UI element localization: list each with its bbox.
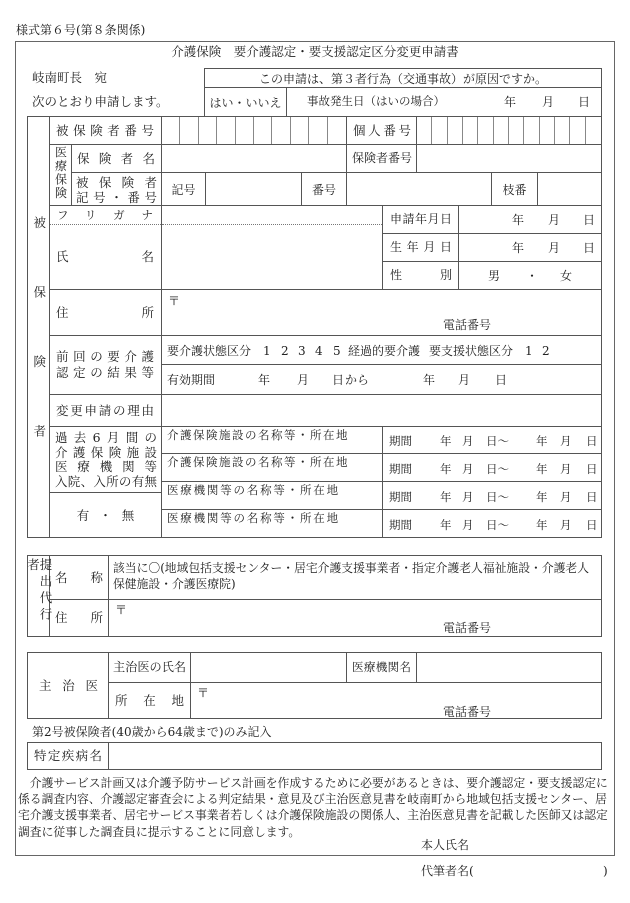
period-end-year-unit: 年 (536, 462, 548, 476)
third-party-question (204, 68, 602, 88)
gender-label (383, 262, 459, 290)
birth-date-label (383, 234, 459, 262)
medical-insurance-label-text: 医療保険 (53, 146, 68, 200)
medical-institution-name-label: 医療機関等の名称等・所在地 (167, 483, 340, 497)
insured-number-digit-cell[interactable] (217, 117, 235, 144)
personal-number-digit-cell[interactable] (432, 117, 447, 144)
period-end-year-unit: 年 (536, 518, 548, 532)
support-level-option[interactable]: 1 (525, 344, 533, 358)
accident-year-unit: 年 (504, 95, 517, 109)
insurer-number-label-text: 保険者番号 (352, 151, 413, 165)
form-number: 様式第６号(第８条関係) (16, 23, 146, 37)
agent-section-label-text: 提出代行者 (25, 558, 53, 624)
period-start-day-unit: 日～ (486, 518, 509, 532)
doctor-location-field[interactable] (191, 683, 602, 719)
period-label: 期間 (389, 462, 412, 476)
agent-address-field[interactable] (109, 600, 602, 637)
insurer-name-label-text: 保険者名 (77, 150, 155, 166)
form-title: 介護保険 要介護認定・要支援認定区分変更申請書 (171, 44, 459, 59)
period-start-day-unit: 日～ (486, 490, 509, 504)
symbol-label-text: 記号 (171, 182, 196, 197)
consent-line: 介護サービス計画又は介護予防サービス計画を作成するために必要があるときは、要介護認定・要支援認定に (18, 776, 608, 790)
addressee: 岐南町長 宛 (32, 70, 108, 85)
personal-number-label-text: 個人番号 (353, 122, 411, 138)
personal-number-label (347, 116, 417, 145)
insurer-name-label (72, 145, 162, 173)
personal-number-digit-cell[interactable] (540, 117, 555, 144)
previous-result-label-line1: 前回の要介護 (56, 349, 154, 364)
personal-number-digit-cell[interactable] (494, 117, 509, 144)
application-month-unit: 月 (548, 213, 561, 227)
care-level-option[interactable]: 3 (298, 344, 306, 358)
yes-no-options[interactable]: はい・いいえ (209, 95, 282, 110)
validity-end-year-unit: 年 (423, 373, 436, 387)
proxy-signature-label: 代筆者名( (421, 864, 474, 878)
period-start-month-unit: 月 (462, 462, 474, 476)
validity-end-month-unit: 月 (458, 373, 471, 387)
facility-name-label: 介護保険施設の名称等・所在地 (167, 455, 349, 469)
change-reason-field[interactable] (162, 395, 602, 427)
personal-number-field[interactable] (417, 116, 602, 145)
validity-end-day-unit: 日 (495, 373, 508, 387)
care-level-label: 要介護状態区分 (167, 344, 252, 358)
specific-disease-label-text: 特定疾病名 (34, 748, 102, 764)
past-stay-label-line2: 介護保険施設 (55, 444, 157, 460)
application-date-label-text: 申請年月日 (390, 212, 452, 226)
facility-name-label: 介護保険施設の名称等・所在地 (167, 428, 349, 442)
name-label-block (50, 206, 162, 290)
doctor-name-label (109, 652, 191, 683)
period-start-month-unit: 月 (462, 518, 474, 532)
agent-section-label (25, 555, 53, 637)
insured-number-digit-cell[interactable] (328, 117, 346, 144)
insured-number-digit-cell[interactable] (291, 117, 309, 144)
doctor-name-label-text: 主治医の氏名 (113, 659, 187, 674)
period-start-year-unit: 年 (440, 490, 452, 504)
accident-date-label: 事故発生日（はいの場合） (307, 94, 445, 108)
previous-result-label (50, 336, 162, 395)
period-start-month-unit: 月 (462, 490, 474, 504)
insured-number-digit-cell[interactable] (254, 117, 272, 144)
proxy-signature-close: ) (603, 864, 608, 878)
past-stay-label-line3: 医療機関等 (55, 459, 157, 474)
application-date-label (383, 206, 459, 234)
period-label: 期間 (389, 490, 412, 504)
furigana-field[interactable] (162, 206, 382, 225)
stay-period-field[interactable] (383, 510, 602, 538)
personal-number-digit-cell[interactable] (509, 117, 524, 144)
period-end-month-unit: 月 (560, 518, 572, 532)
care-level-option[interactable]: 2 (281, 344, 289, 358)
period-end-day-unit: 日 (586, 490, 598, 504)
personal-number-digit-cell[interactable] (524, 117, 539, 144)
period-end-month-unit: 月 (560, 462, 572, 476)
secondary-insured-note: 第2号被保険者(40歳から64歳まで)のみ記入 (32, 725, 272, 739)
past-stay-label-line4: 入院、入所の有無 (55, 473, 157, 489)
personal-number-digit-cell[interactable] (417, 117, 432, 144)
stay-period-field[interactable] (383, 454, 602, 482)
application-date-field[interactable] (459, 206, 602, 234)
doctor-name-field[interactable] (191, 652, 347, 683)
gender-option-female[interactable]: 女 (560, 269, 573, 283)
doctor-section-label (27, 652, 109, 719)
consent-line: 宅介護支援事業者、居宅サービス事業者若しくは介護保険施設の関係人、主治医意見書を記載した医師又は認定 (18, 808, 608, 823)
agent-name-label (50, 555, 109, 600)
name-field[interactable] (162, 225, 382, 289)
personal-number-digit-cell[interactable] (570, 117, 585, 144)
postal-mark-icon: 〒 (168, 294, 181, 308)
personal-number-digit-cell[interactable] (478, 117, 493, 144)
agent-type-hint-line1: 該当に〇(地域包括支援センター・居宅介護支援事業者・指定介護老人福祉施設・介護老人 (113, 561, 590, 575)
validity-from-label: から (345, 373, 370, 387)
insurer-name-field[interactable] (162, 145, 347, 173)
period-start-day-unit: 日～ (486, 462, 509, 476)
agent-address-label-text: 住所 (55, 610, 103, 626)
specific-disease-label (27, 742, 109, 770)
stay-period-field[interactable] (383, 427, 602, 454)
gender-field[interactable] (459, 262, 602, 290)
symbol-number-label (72, 173, 162, 206)
number-field[interactable] (347, 173, 492, 206)
past-stay-label (50, 427, 162, 493)
postal-mark-icon: 〒 (197, 686, 210, 700)
period-start-year-unit: 年 (440, 434, 452, 448)
postal-mark-icon: 〒 (115, 603, 128, 617)
previous-result-label-line2: 認定の結果等 (56, 365, 154, 380)
insured-number-label-text: 被保険者番号 (56, 122, 154, 138)
medical-institution-name-label: 医療機関等の名称等・所在地 (167, 511, 340, 525)
doctor-phone-label: 電話番号 (443, 705, 492, 719)
insured-number-digit-cell[interactable] (236, 117, 254, 144)
institution-name-label (347, 652, 417, 683)
period-start-month-unit: 月 (462, 434, 474, 448)
insured-number-digit-cell[interactable] (199, 117, 217, 144)
personal-number-digit-cell[interactable] (463, 117, 478, 144)
period-end-day-unit: 日 (586, 518, 598, 532)
care-level-option[interactable]: 4 (315, 344, 323, 358)
past-stay-label-line1: 過去6月間の (55, 430, 157, 445)
number-label (302, 173, 347, 206)
doctor-section-label-text: 主治医 (39, 677, 98, 693)
doctor-location-label (109, 683, 191, 719)
branch-label-text: 枝番 (502, 182, 527, 197)
birth-month-unit: 月 (548, 241, 561, 255)
medical-institution-name-field[interactable] (162, 482, 383, 510)
address-label-text: 住所 (56, 304, 154, 320)
period-end-year-unit: 年 (536, 434, 548, 448)
birth-year-unit: 年 (512, 241, 525, 255)
phone-label: 電話番号 (443, 318, 492, 332)
insured-number-digit-cell[interactable] (272, 117, 290, 144)
period-end-month-unit: 月 (560, 490, 572, 504)
medical-institution-name-field[interactable] (162, 510, 383, 538)
furigana-label (50, 206, 161, 225)
care-level-option[interactable]: 1 (263, 344, 271, 358)
doctor-location-label-text: 所在地 (115, 692, 184, 708)
agent-type-hint-line2: 保健施設・介護医療院) (113, 577, 236, 591)
transitional-care-option[interactable]: 経過的要介護 (348, 344, 421, 358)
insured-section-label (27, 116, 50, 538)
support-level-option[interactable]: 2 (542, 344, 550, 358)
birth-day-unit: 日 (583, 241, 596, 255)
change-reason-label (50, 395, 162, 427)
insured-number-digit-cell[interactable] (180, 117, 198, 144)
validity-start-month-unit: 月 (297, 373, 310, 387)
institution-name-label-text: 医療機関名 (352, 660, 411, 675)
insurer-number-field[interactable] (417, 145, 602, 173)
period-end-year-unit: 年 (536, 490, 548, 504)
insurer-number-label (347, 145, 417, 173)
applicant-signature-label: 本人氏名 (421, 838, 470, 852)
consent-line: 係る調査内容、介護認定審査会による判定結果・意見及び主治医意見書を岐南町から地域包括支援センター、居 (18, 792, 607, 807)
insured-number-digit-cell[interactable] (309, 117, 327, 144)
validity-start-day-unit: 日 (332, 373, 345, 387)
consent-paragraph (18, 775, 614, 840)
change-reason-label-text: 変更申請の理由 (56, 402, 154, 418)
agent-name-field[interactable] (109, 555, 602, 600)
address-field[interactable] (162, 290, 602, 336)
name-label (50, 225, 161, 289)
personal-number-digit-cell[interactable] (448, 117, 463, 144)
period-start-year-unit: 年 (440, 462, 452, 476)
application-year-unit: 年 (512, 213, 525, 227)
symbol-number-label-line2: 記号・番号 (76, 190, 157, 205)
period-start-day-unit: 日～ (486, 434, 509, 448)
insured-number-digit-cell[interactable] (162, 117, 180, 144)
facility-name-field[interactable] (162, 427, 383, 454)
branch-field[interactable] (538, 173, 602, 206)
symbol-label (162, 173, 206, 206)
birth-date-label-text: 生年月日 (390, 240, 452, 254)
medical-insurance-label (50, 145, 72, 206)
personal-number-digit-cell[interactable] (555, 117, 570, 144)
institution-name-field[interactable] (417, 652, 602, 683)
support-level-label: 要支援状態区分 (429, 344, 514, 358)
number-label-text: 番号 (311, 182, 336, 197)
third-party-question-text: この申請は、第３者行為（交通事故）が原因ですか。 (258, 71, 547, 86)
branch-label (492, 173, 538, 206)
insured-number-label (50, 116, 162, 145)
gender-option-male[interactable]: 男 (488, 269, 501, 283)
symbol-number-label-line1: 被保険者 (76, 175, 157, 190)
validity-period-field[interactable] (162, 365, 602, 395)
care-level-option[interactable]: 5 (333, 344, 341, 358)
period-label: 期間 (389, 434, 412, 448)
address-label (50, 290, 162, 336)
symbol-field[interactable] (206, 173, 302, 206)
past-stay-options[interactable]: 有・無 (76, 508, 145, 523)
third-party-answer-field[interactable] (204, 88, 287, 116)
period-end-day-unit: 日 (586, 462, 598, 476)
request-statement: 次のとおり申請します。 (32, 94, 169, 109)
past-stay-yes-no[interactable] (50, 493, 162, 538)
consent-line: 調査に従事した調査員に提示することに同意します。 (18, 824, 301, 839)
gender-separator: ・ (526, 269, 539, 283)
validity-start-year-unit: 年 (258, 373, 271, 387)
accident-day-unit: 日 (578, 95, 591, 109)
facility-name-field[interactable] (162, 454, 383, 482)
agent-phone-label: 電話番号 (443, 621, 492, 635)
insured-number-field[interactable] (162, 116, 347, 145)
accident-date-field[interactable] (287, 88, 602, 116)
furigana-label-text: フリガナ (57, 207, 153, 222)
gender-label-text: 性別 (390, 268, 452, 282)
period-end-day-unit: 日 (586, 434, 598, 448)
name-value-block (162, 206, 383, 290)
name-label-text: 氏名 (56, 249, 154, 265)
stay-period-field[interactable] (383, 482, 602, 510)
agent-address-label (50, 600, 109, 637)
accident-month-unit: 月 (542, 95, 555, 109)
specific-disease-field[interactable] (109, 742, 602, 770)
period-label: 期間 (389, 518, 412, 532)
personal-number-digit-cell[interactable] (586, 117, 601, 144)
care-level-field[interactable] (162, 336, 602, 365)
agent-name-label-text: 名称 (55, 569, 103, 585)
birth-date-field[interactable] (459, 234, 602, 262)
period-start-year-unit: 年 (440, 518, 452, 532)
period-end-month-unit: 月 (560, 434, 572, 448)
application-day-unit: 日 (583, 213, 596, 227)
insured-section-label-text: 被保険者 (31, 216, 47, 494)
validity-label: 有効期間 (167, 373, 216, 387)
